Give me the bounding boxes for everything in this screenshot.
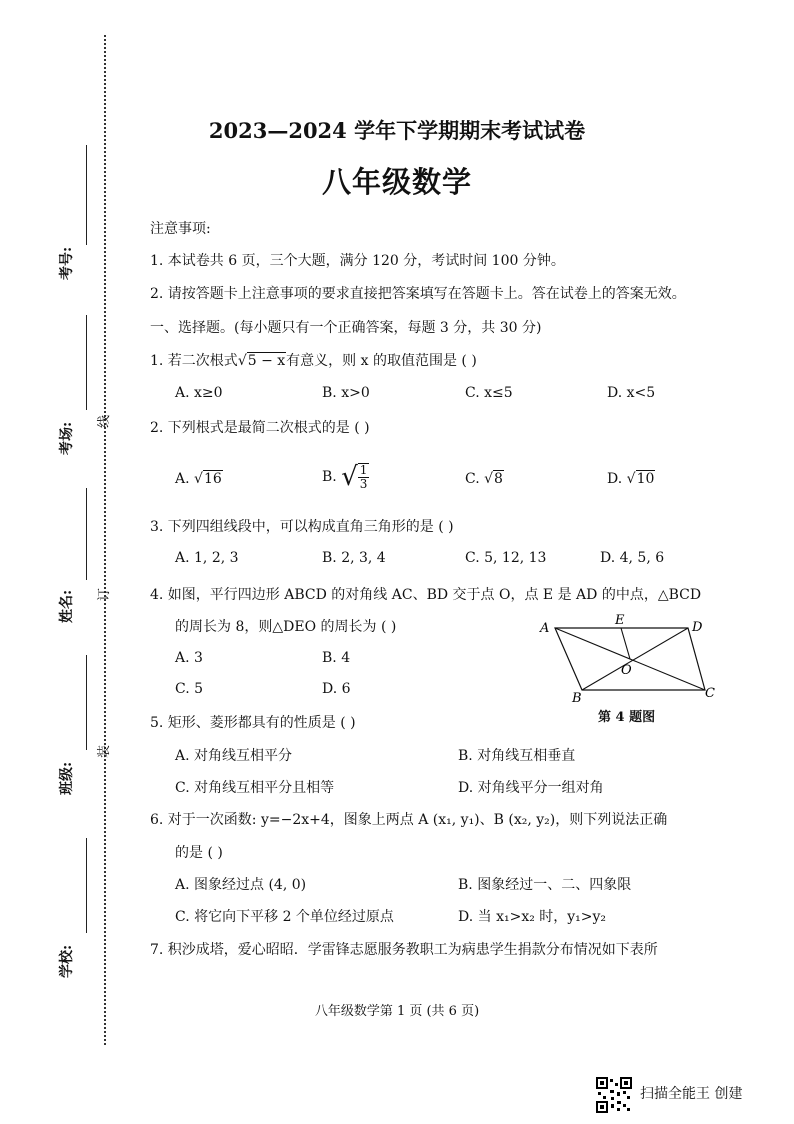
school-field <box>56 838 102 978</box>
q1-stem-prefix: 1. 若二次根式 <box>150 353 238 369</box>
exam-title: 2023—2024 学年下学期期末考试试卷 <box>208 118 586 143</box>
q3-option-b: B. 2, 3, 4 <box>322 550 386 566</box>
question-7-stem-line1: 7. 积沙成塔，爱心昭昭．学雷锋志愿服务教职工为病患学生捐款分布情况如下表所 <box>150 942 658 958</box>
diagonal-bd <box>582 628 688 690</box>
school-label: 学校: <box>59 944 75 978</box>
q4-option-b: B. 4 <box>322 650 351 666</box>
q1-option-d: D. x<5 <box>607 385 656 401</box>
question-4-stem-line2: 的周长为 8，则△DEO 的周长为 ( ) <box>175 619 397 635</box>
q1-option-a: A. x≥0 <box>175 385 223 401</box>
exam-subject: 八年级数学 <box>321 165 472 199</box>
question-2-stem: 2. 下列根式是最简二次根式的是 ( ) <box>150 420 370 436</box>
q3-option-d: D. 4, 5, 6 <box>600 550 665 566</box>
q2-option-a-radicand: 16 <box>203 471 222 487</box>
exam-room-line <box>86 315 87 410</box>
question-3-stem: 3. 下列四组线段中，可以构成直角三角形的是 ( ) <box>150 519 454 535</box>
q1-stem-suffix: 有意义，则 x 的取值范围是 ( ) <box>286 353 477 369</box>
segment-eo <box>621 628 630 659</box>
class-field <box>56 655 102 795</box>
notes-heading: 注意事项: <box>150 221 211 237</box>
question-6-stem-line1: 6. 对于一次函数: y=−2x+4，图象上两点 A (x₁, y₁)、B (x₂, y₂)，则下列说法正确 <box>150 812 668 828</box>
q5-option-b: B. 对角线互相垂直 <box>458 748 576 764</box>
q6-option-b: B. 图象经过一、二、四象限 <box>458 877 632 893</box>
q2-option-b-fraction <box>358 463 370 491</box>
question-6-stem-line2: 的是 ( ) <box>175 845 223 861</box>
q1-radicand: 5 − x <box>247 353 286 369</box>
q2-option-d <box>607 471 655 487</box>
question-4-stem-line1: 4. 如图，平行四边形 ABCD 的对角线 AC、BD 交于点 O，点 E 是 AD 的中点，△BCD <box>150 587 702 603</box>
point-o-label: O <box>621 663 632 678</box>
section-1-heading: 一、选择题。(每小题只有一个正确答案，每题 3 分，共 30 分) <box>150 320 542 336</box>
binding-mark-zhuang: 装 <box>97 744 113 759</box>
class-line <box>86 655 87 750</box>
name-field <box>56 488 102 623</box>
exam-room-label: 考场: <box>59 421 75 455</box>
q5-option-a: A. 对角线互相平分 <box>175 748 293 764</box>
q6-option-d: D. 当 x₁>x₂ 时，y₁>y₂ <box>458 909 607 925</box>
name-line <box>86 488 87 580</box>
q1-option-c: C. x≤5 <box>465 385 513 401</box>
question-5-stem: 5. 矩形、菱形都具有的性质是 ( ) <box>150 715 356 731</box>
q5-option-c: C. 对角线互相平分且相等 <box>175 780 335 796</box>
q2-option-d-radicand: 10 <box>636 471 655 487</box>
point-b-label: B <box>572 691 582 704</box>
scanner-watermark: 扫描全能王 创建 <box>640 1086 743 1102</box>
point-a-label: A <box>540 621 550 636</box>
q4-option-a: A. 3 <box>175 650 203 666</box>
q2-option-b-root-sign: √ <box>341 462 358 492</box>
q1-radical: √5 − x <box>237 353 286 369</box>
q4-option-d: D. 6 <box>322 681 351 697</box>
q6-option-c: C. 将它向下平移 2 个单位经过原点 <box>175 909 394 925</box>
q2-option-d-letter: D. <box>607 471 623 487</box>
q4-option-c: C. 5 <box>175 681 204 697</box>
school-line <box>86 838 87 933</box>
q3-option-a: A. 1, 2, 3 <box>175 550 239 566</box>
note-1: 1. 本试卷共 6 页，三个大题，满分 120 分，考试时间 100 分钟。 <box>150 253 565 269</box>
note-2: 2. 请按答题卡上注意事项的要求直接把答案填写在答题卡上。答在试卷上的答案无效。 <box>150 286 686 302</box>
q2-option-a <box>175 471 223 487</box>
q3-option-c: C. 5, 12, 13 <box>465 550 547 566</box>
question-1-stem <box>150 350 477 370</box>
class-label: 班级: <box>59 761 75 795</box>
q2-option-b <box>322 462 369 492</box>
point-e-label: E <box>615 613 625 628</box>
q4-parallelogram-figure <box>535 612 725 704</box>
q2-option-d-radical: √10 <box>626 471 655 487</box>
exam-number-label: 考号: <box>59 246 75 280</box>
q1-option-b: B. x>0 <box>322 385 370 401</box>
q4-figure-caption: 第 4 题图 <box>598 710 656 725</box>
exam-room-field <box>56 315 102 455</box>
q2-option-a-radical: √16 <box>194 471 222 487</box>
binding-mark-xian: 线 <box>97 414 113 429</box>
q2-option-c-radicand: 8 <box>494 471 503 487</box>
q2-option-b-letter: B. <box>322 469 337 485</box>
q2-option-b-numerator: 1 <box>359 463 368 477</box>
q2-option-c <box>465 471 504 487</box>
q2-option-c-radical: √8 <box>484 471 503 487</box>
qr-code-icon <box>596 1077 632 1113</box>
point-d-label: D <box>692 620 703 635</box>
point-c-label: C <box>705 686 715 701</box>
name-label: 姓名: <box>59 589 75 623</box>
q2-option-c-letter: C. <box>465 471 480 487</box>
q2-option-a-letter: A. <box>175 471 190 487</box>
q6-option-a: A. 图象经过点 (4, 0) <box>175 877 307 893</box>
page-footer: 八年级数学第 1 页 (共 6 页) <box>314 1004 480 1019</box>
q2-option-b-denominator: 3 <box>359 477 368 491</box>
binding-mark-ding: 订 <box>97 587 113 602</box>
q5-option-d: D. 对角线平分一组对角 <box>458 780 604 796</box>
